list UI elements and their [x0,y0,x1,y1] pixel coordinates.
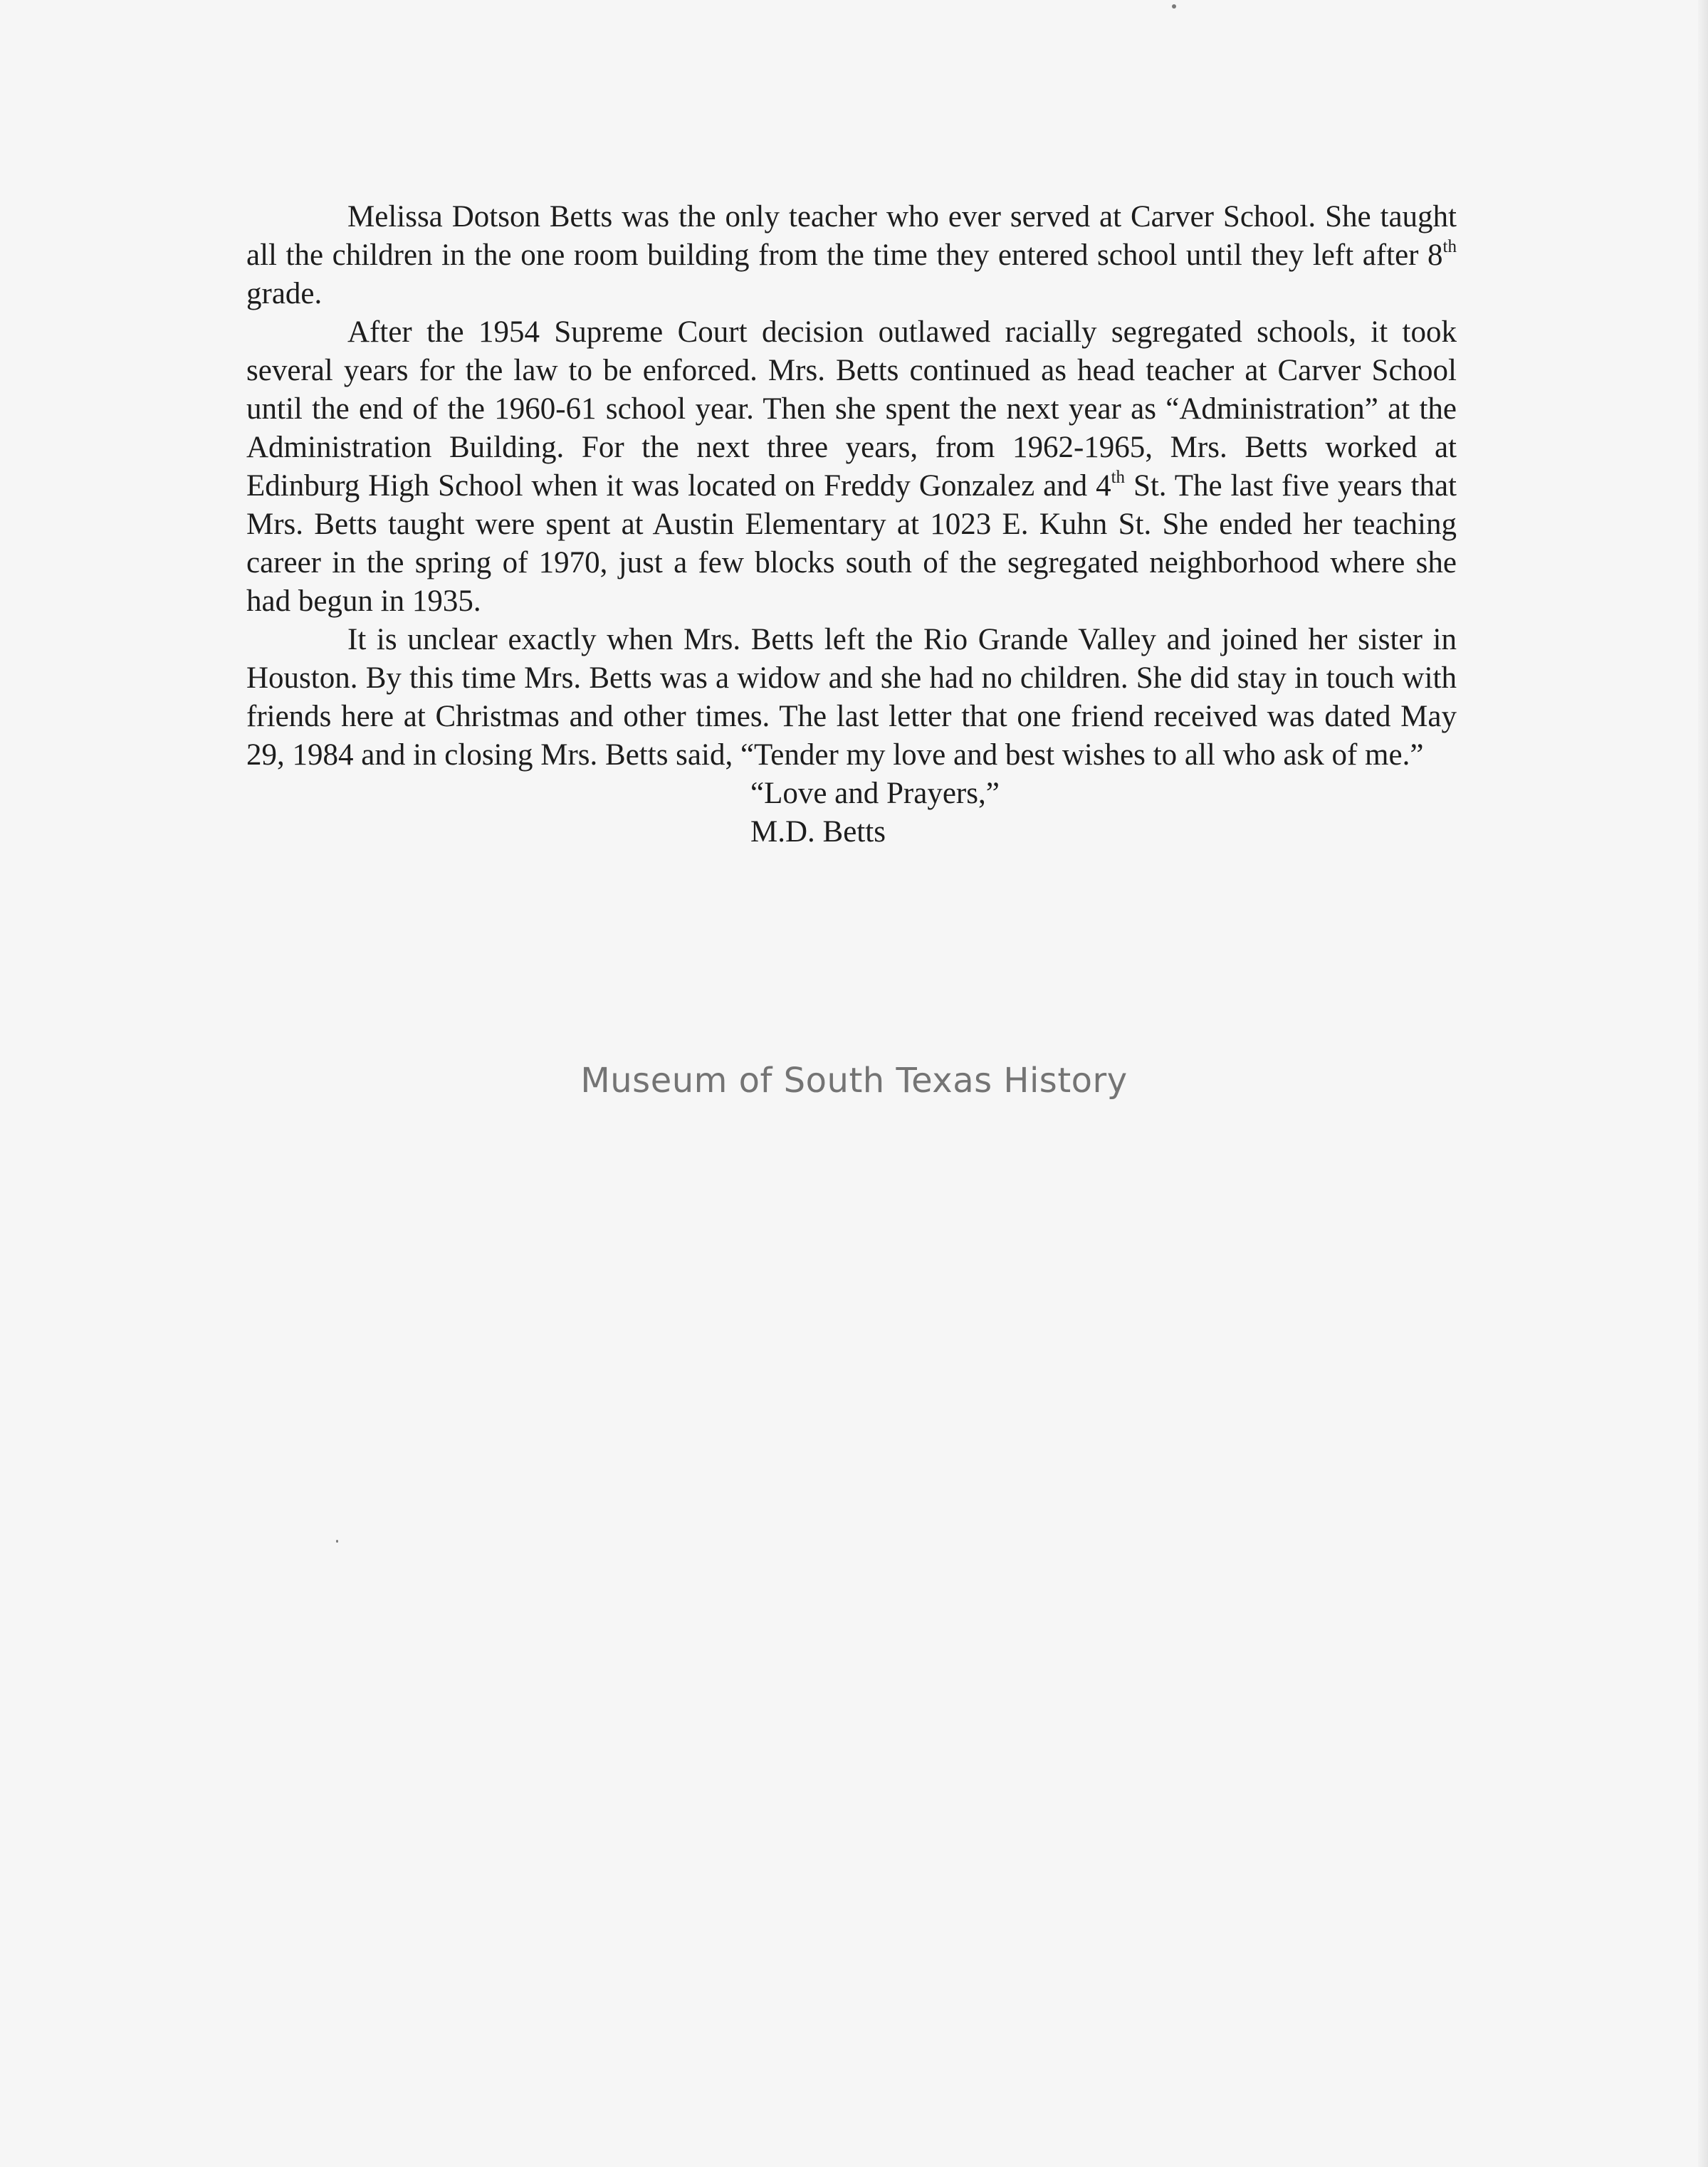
paragraph-text: It is unclear exactly when Mrs. Betts left the Rio Grande Valley and joined her sister in Houston. By this time Mrs. Betts was a widow and she had no children. She did stay in touch with friends here at Christmas and other times. The last letter that one friend received was dated May 29, 1984 and in closing Mrs. Betts said, “Tender my love and best wishes to all who ask of me.” [246,623,1457,772]
paragraph-houston [246,621,1457,775]
closing-salutation: “Love and Prayers,” [750,777,1000,810]
paragraph-carver-school [246,198,1457,313]
paragraph-career [246,313,1457,621]
superscript: th [1111,468,1126,487]
paper-speck [336,1540,338,1543]
paragraph-text: St. The last five years that Mrs. Betts taught were spent at Austin Elementary at 1023 E. Kuhn St. She ended her teaching career in the spring of 1970, just a few blocks south of the segregated neighborhood where she had begun in 1935. [246,469,1457,618]
paragraph-text: grade. [246,277,323,310]
paragraph-text: After the 1954 Supreme Court decision outlawed racially segregated schools, it took several years for the law to be enforced. Mrs. Betts continued as head teacher at Carver School until the end of the 1960-61 school year. Then she spent the next year as “Administration” at the Administration Building. For the next three years, from 1962-1965, Mrs. Betts worked at Edinburg High School when it was located on Freddy Gonzalez and 4 [246,315,1457,503]
paper-speck [1172,4,1176,9]
closing-signature: M.D. Betts [750,815,886,849]
museum-watermark: Museum of South Texas History [580,1061,1128,1101]
superscript: th [1442,237,1457,256]
paragraph-text: Melissa Dotson Betts was the only teacher who ever served at Carver School. She taught all the children in the one room building from the time they entered school until they left after 8 [246,200,1457,272]
letter-body [246,198,1457,851]
